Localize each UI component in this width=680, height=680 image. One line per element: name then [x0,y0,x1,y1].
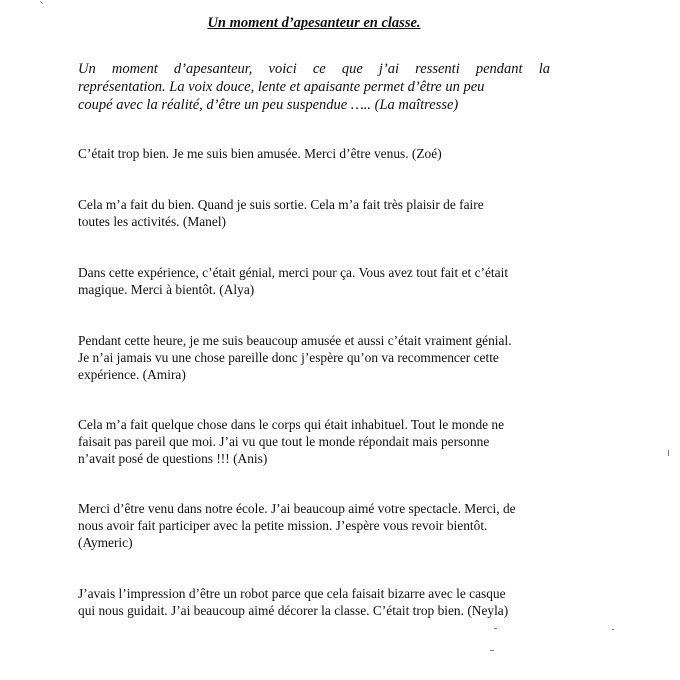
comment-line: C’était trop bien. Je me suis bien amusée. Merci d’être venus. (Zoé) [78,146,442,161]
comment-line: nous avoir fait participer avec la petite mission. J’espère vous revoir bientôt. [78,518,488,533]
comment-line: expérience. (Amira) [78,367,186,382]
comment-amira [78,332,558,383]
comment-neyla [78,585,558,619]
comment-line: Je n’ai jamais vu une chose pareille donc j’espère qu’on va recommencer cette [78,350,499,365]
comment-line: (Aymeric) [78,535,133,550]
intro-line: coupé avec la réalité, d’être un peu suspendue ….. (La maîtresse) [78,97,459,113]
comment-line: Pendant cette heure, je me suis beaucoup amusée et aussi c’était vraiment génial. [78,333,512,348]
comment-line: n’avait posé de questions !!! (Anis) [78,451,268,466]
comment-line: magique. Merci à bientôt. (Alya) [78,282,255,297]
intro-paragraph [78,60,550,114]
comment-line: Merci d’être venu dans notre école. J’ai beaucoup aimé votre spectacle. Merci, de [78,501,516,516]
scan-speck [668,450,669,456]
comment-line: Cela m’a fait quelque chose dans le corps qui était inhabituel. Tout le monde ne [78,417,505,432]
comment-line: faisait pas pareil que moi. J’ai vu que tout le monde répondait mais personne [78,434,490,449]
comment-line: qui nous guidait. J’ai beaucoup aimé décorer la classe. C’était trop bien. (Neyla) [78,603,509,618]
comment-line: J’avais l’impression d’être un robot parce que cela faisait bizarre avec le casque [78,586,506,601]
intro-line: Un moment d’apesanteur, voici ce que j’ai ressenti pendant la [78,61,550,77]
scan-speck [490,650,494,651]
comment-line: Dans cette expérience, c’était génial, merci pour ça. Vous avez tout fait et c’était [78,265,509,280]
comment-alya [78,264,558,298]
comment-line: Cela m’a fait du bien. Quand je suis sortie. Cela m’a fait très plaisir de faire [78,197,484,212]
comment-line: toutes les activités. (Manel) [78,214,226,229]
scan-speck [494,628,497,629]
document-title: Un moment d’apesanteur en classe. [207,15,421,31]
scan-speck [612,629,614,630]
comment-zoe [78,145,558,162]
intro-line: représentation. La voix douce, lente et apaisante permet d’être un peu [78,79,485,95]
comment-manel [78,196,558,230]
scan-speck [40,1,43,4]
comment-anis [78,416,558,467]
comment-aymeric [78,500,558,551]
